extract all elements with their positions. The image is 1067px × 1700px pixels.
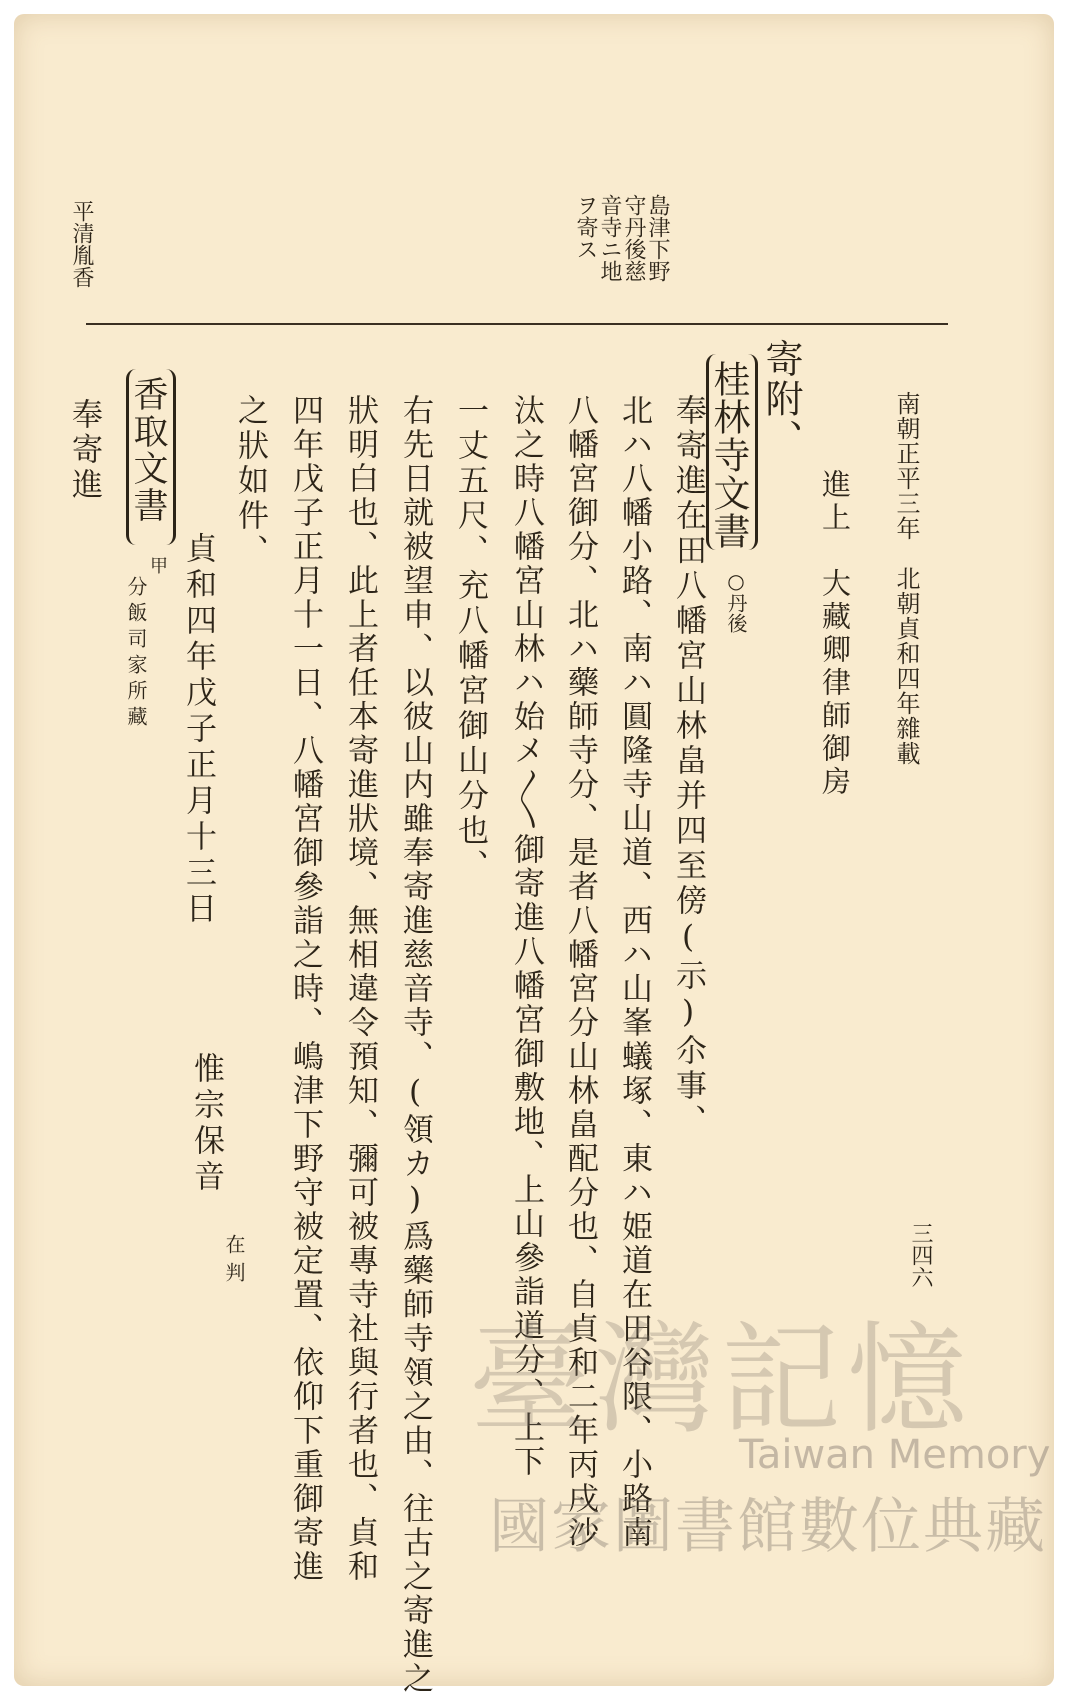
- running-title: 南朝正平三年 北朝貞和四年雜載: [892, 391, 920, 766]
- marginal-note-shimazu-1: 島津下野: [645, 194, 670, 282]
- marginal-note-shimazu-4: ヲ寄ス: [573, 194, 598, 260]
- body-line-8: 四年戊子正月十一日、八幡宮御參詣之時、嶋津下野守被定置、依仰下重御寄進: [287, 394, 323, 1584]
- watermark-english: Taiwan Memory: [739, 1432, 1051, 1478]
- page-number: 三四六: [908, 1222, 933, 1288]
- body-line-4: 汰之時八幡宮山林ハ始メ〱御寄進八幡宮御敷地、上山參詣道分、上下: [508, 394, 544, 1479]
- date-line: 貞和四年戊子正月十三日: [180, 532, 216, 928]
- katori-text: 奉寄進: [66, 398, 102, 503]
- address-line: 進上 大藏卿律師御房: [818, 469, 852, 799]
- marginal-note-heike: 平清胤香: [69, 200, 94, 288]
- marginal-note-shimazu-2: 守丹後慈: [621, 194, 646, 282]
- marginal-note-shimazu-3: 音寺ニ地: [597, 194, 622, 282]
- watermark: [469, 1284, 1051, 1604]
- body-line-3: 八幡宮御分、北ハ藥師寺分、是者八幡宮分山林畠配分也、自貞和二年丙戌沙: [562, 394, 598, 1550]
- body-line-7: 狀明白也、此上者任本寄進狀境、無相違令預知、彌可被專寺社與行者也、貞和: [342, 394, 378, 1584]
- katori-note-1: 甲: [147, 556, 168, 574]
- body-line-6: 右先日就被望申、以彼山内雖奉寄進慈音寺、(領カ)爲藥師寺領之由、往古之寄進之: [397, 394, 433, 1696]
- watermark-library: 國家圖書館數位典藏: [489, 1492, 1047, 1562]
- title-keirin: 桂林寺文書: [707, 360, 750, 550]
- title-katori: 香取文書: [128, 376, 168, 524]
- body-line-9: 之狀如件、: [232, 394, 268, 569]
- seal-note: 在判: [222, 1234, 246, 1290]
- section-title: 寄附、: [759, 339, 803, 459]
- katori-note-2: 分飯司家所藏: [124, 576, 148, 732]
- title-keirin-note: ○丹後: [724, 569, 748, 633]
- signature: 惟宗保音: [188, 1052, 224, 1196]
- body-line-2: 北ハ八幡小路、南ハ圓隆寺山道、西ハ山峯蟻塚、東ハ姫道在田谷限、小路南: [616, 394, 652, 1550]
- body-line-1: 奉寄進在田八幡宮山林畠并四至傍(示)尒事、: [670, 394, 706, 1139]
- page-sheet: [14, 14, 1054, 1696]
- body-line-5: 一丈五尺、充八幡宮御山分也、: [452, 394, 488, 884]
- divider-rule: [86, 323, 948, 325]
- watermark-main: 臺灣記憶: [469, 1311, 973, 1450]
